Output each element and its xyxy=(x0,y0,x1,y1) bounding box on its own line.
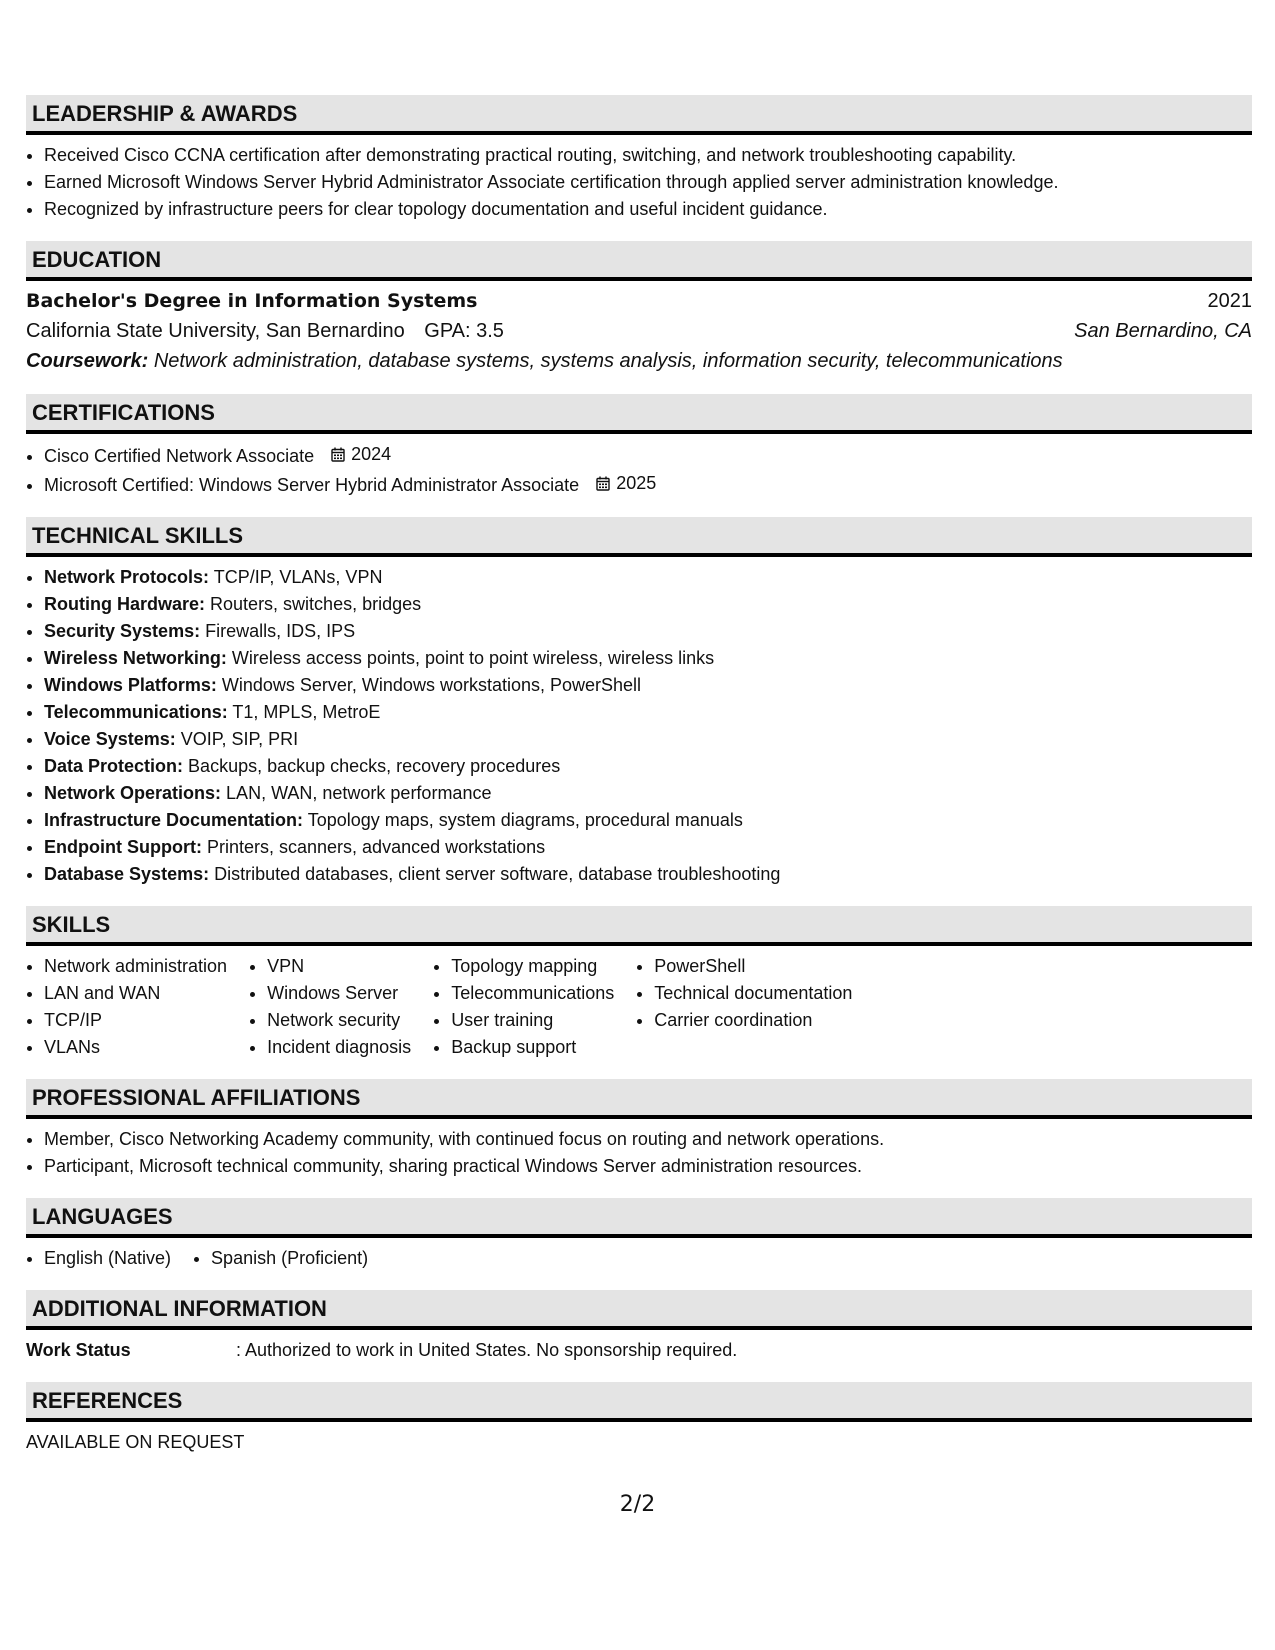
coursework xyxy=(26,346,1252,376)
skill-value: TCP/IP, VLANs, VPN xyxy=(213,567,383,587)
certification-name: Cisco Certified Network Associate xyxy=(44,446,315,466)
list-item xyxy=(44,807,1252,834)
skill-value: Windows Server, Windows workstations, PowerShell xyxy=(221,675,642,695)
skill-value: VOIP, SIP, PRI xyxy=(180,729,299,749)
list-item: • VPN xyxy=(267,953,411,980)
list-item: • Recognized by infrastructure peers for clear topology documentation and useful incident guidance. xyxy=(44,196,1252,223)
list-item: • Member, Cisco Networking Academy community, with continued focus on routing and network operations. xyxy=(44,1126,1252,1153)
leadership-section xyxy=(26,95,1252,223)
technical-skills-section xyxy=(26,517,1252,888)
list-item xyxy=(44,591,1252,618)
skill-label: Database Systems: xyxy=(44,864,210,884)
list-item xyxy=(44,564,1252,591)
list-item: • Network security xyxy=(267,1007,411,1034)
list-item: • Carrier coordination xyxy=(654,1007,852,1034)
skills-column xyxy=(26,953,227,1061)
skill-label: Network Operations: xyxy=(44,783,222,803)
certifications-section xyxy=(26,394,1252,499)
affiliations-list xyxy=(26,1126,1252,1180)
list-item xyxy=(44,618,1252,645)
list-item: • Telecommunications xyxy=(451,980,614,1007)
skill-value: Routers, switches, bridges xyxy=(210,594,422,614)
certification-year: 2024 xyxy=(351,444,392,464)
skill-label: Security Systems: xyxy=(44,621,201,641)
list-item xyxy=(44,780,1252,807)
calendar-icon xyxy=(331,447,345,462)
languages-list xyxy=(193,1245,368,1272)
section-title: REFERENCES xyxy=(26,1382,1252,1422)
skill-value: Firewalls, IDS, IPS xyxy=(205,621,356,641)
list-item xyxy=(44,861,1252,888)
section-title: LANGUAGES xyxy=(26,1198,1252,1238)
section-title: CERTIFICATIONS xyxy=(26,394,1252,434)
certification-name: Microsoft Certified: Windows Server Hybrid Administrator Associate xyxy=(44,475,580,495)
list-item xyxy=(44,441,1252,470)
list-item xyxy=(44,726,1252,753)
skill-value: Backups, backup checks, recovery procedures xyxy=(188,756,561,776)
list-item: • Received Cisco CCNA certification after demonstrating practical routing, switching, and network troubleshooting capability. xyxy=(44,142,1252,169)
list-item: • Technical documentation xyxy=(654,980,852,1007)
list-item: • Earned Microsoft Windows Server Hybrid Administrator Associate certification through applied server administration knowledge. xyxy=(44,169,1252,196)
education-section xyxy=(26,241,1252,376)
skill-value: Printers, scanners, advanced workstations xyxy=(206,837,546,857)
skill-label: Infrastructure Documentation: xyxy=(44,810,304,830)
page-number: 2/2 xyxy=(619,1492,656,1517)
coursework-text: Network administration, database systems, systems analysis, information security, telecommunications xyxy=(153,350,1063,372)
skill-label: Routing Hardware: xyxy=(44,594,206,614)
list-item: • Spanish (Proficient) xyxy=(211,1245,368,1272)
section-title: ADDITIONAL INFORMATION xyxy=(26,1290,1252,1330)
certifications-list xyxy=(26,441,1252,499)
list-item: • Backup support xyxy=(451,1034,614,1061)
list-item: • English (Native) xyxy=(44,1245,171,1272)
skills-column xyxy=(433,953,614,1061)
skill-value: Wireless access points, point to point wireless, wireless links xyxy=(231,648,715,668)
list-item: • User training xyxy=(451,1007,614,1034)
technical-skills-list xyxy=(26,564,1252,888)
section-title: SKILLS xyxy=(26,906,1252,946)
skill-label: Data Protection: xyxy=(44,756,184,776)
certification-year: 2025 xyxy=(616,473,657,493)
skill-value: T1, MPLS, MetroE xyxy=(232,702,381,722)
list-item xyxy=(44,645,1252,672)
skill-label: Network Protocols: xyxy=(44,567,210,587)
school-name: California State University, San Bernardino xyxy=(26,320,405,342)
list-item xyxy=(44,470,1252,499)
graduation-year: 2021 xyxy=(1207,290,1252,312)
references-section xyxy=(26,1382,1252,1456)
references-text: AVAILABLE ON REQUEST xyxy=(26,1432,245,1452)
skill-label: Wireless Networking: xyxy=(44,648,227,668)
skill-label: Endpoint Support: xyxy=(44,837,202,857)
list-item: • Topology mapping xyxy=(451,953,614,980)
list-item xyxy=(44,699,1252,726)
skill-value: Distributed databases, client server software, database troubleshooting xyxy=(214,864,781,884)
resume-page xyxy=(26,95,1252,1474)
info-value: : Authorized to work in United States. No sponsorship required. xyxy=(236,1340,738,1360)
gpa: GPA: 3.5 xyxy=(424,320,504,342)
degree-title: Bachelor's Degree in Information Systems xyxy=(26,290,478,312)
skills-section xyxy=(26,906,1252,1061)
section-title: LEADERSHIP & AWARDS xyxy=(26,95,1252,135)
skill-label: Telecommunications: xyxy=(44,702,228,722)
list-item: • VLANs xyxy=(44,1034,227,1061)
list-item: • PowerShell xyxy=(654,953,852,980)
leadership-list xyxy=(26,142,1252,223)
affiliations-section xyxy=(26,1079,1252,1180)
languages-section xyxy=(26,1198,1252,1272)
calendar-icon xyxy=(596,476,610,491)
skill-label: Windows Platforms: xyxy=(44,675,217,695)
section-title: PROFESSIONAL AFFILIATIONS xyxy=(26,1079,1252,1119)
section-title: TECHNICAL SKILLS xyxy=(26,517,1252,557)
languages-list xyxy=(26,1245,171,1272)
list-item: • Network administration xyxy=(44,953,227,980)
work-status-row xyxy=(26,1337,1252,1364)
list-item xyxy=(44,753,1252,780)
skills-column xyxy=(249,953,411,1061)
list-item: • Windows Server xyxy=(267,980,411,1007)
list-item: • Incident diagnosis xyxy=(267,1034,411,1061)
list-item: • LAN and WAN xyxy=(44,980,227,1007)
list-item: • TCP/IP xyxy=(44,1007,227,1034)
skill-value: LAN, WAN, network performance xyxy=(226,783,492,803)
coursework-label: Coursework: xyxy=(26,350,149,372)
list-item xyxy=(44,834,1252,861)
skill-label: Voice Systems: xyxy=(44,729,176,749)
school-location: San Bernardino, CA xyxy=(1074,320,1252,342)
skills-column xyxy=(636,953,852,1061)
list-item: • Participant, Microsoft technical community, sharing practical Windows Server administration resources. xyxy=(44,1153,1252,1180)
additional-info-section xyxy=(26,1290,1252,1364)
list-item xyxy=(44,672,1252,699)
section-title: EDUCATION xyxy=(26,241,1252,281)
info-label: Work Status xyxy=(26,1340,131,1360)
skill-value: Topology maps, system diagrams, procedural manuals xyxy=(307,810,743,830)
